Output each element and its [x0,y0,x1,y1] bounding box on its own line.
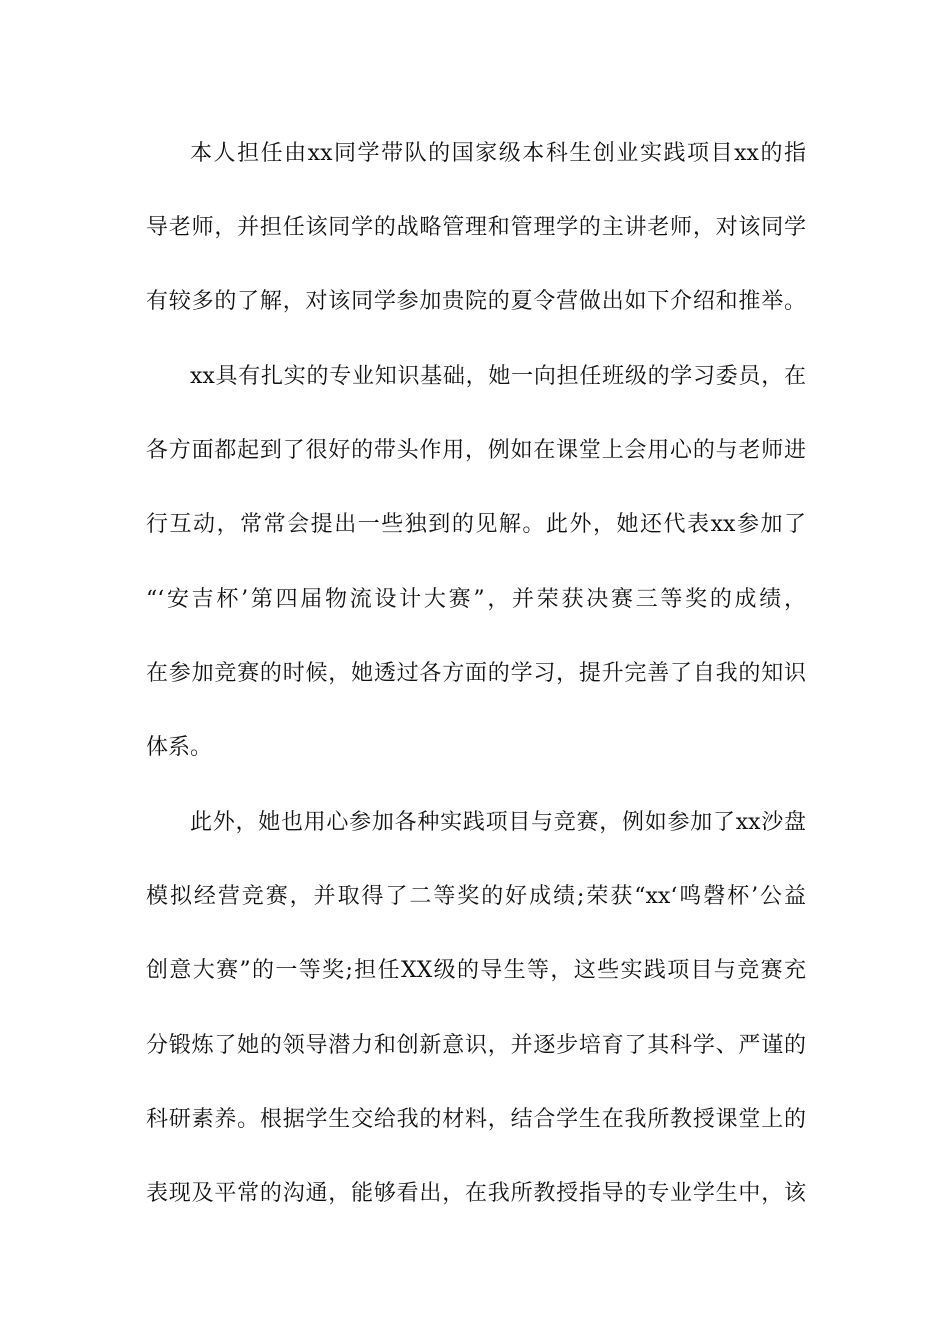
paragraph-3-line-3: 创意大赛”的一等奖;担任XX级的导生等，这些实践项目与竞赛充 [146,958,806,983]
paragraph-3-line-5: 科研素养。根据学生交给我的材料，结合学生在我所教授课堂上的 [146,1107,806,1132]
paragraph-2-line-4: “‘安吉杯’第四届物流设计大赛”，并荣获决赛三等奖的成绩， [146,587,806,612]
paragraph-1-line-2: 导老师，并担任该同学的战略管理和管理学的主讲老师，对该同学 [146,215,806,240]
paragraph-2-line-6: 体系。 [146,735,213,760]
paragraph-3-line-4: 分锻炼了她的领导潜力和创新意识，并逐步培育了其科学、严谨的 [146,1033,806,1058]
paragraph-2-line-2: 各方面都起到了很好的带头作用，例如在课堂上会用心的与老师进 [146,438,806,463]
paragraph-2-line-5: 在参加竞赛的时候，她透过各方面的学习，提升完善了自我的知识 [146,661,806,686]
paragraph-1-line-1: 本人担任由xx同学带队的国家级本科生创业实践项目xx的指 [190,141,806,166]
paragraph-3-line-2: 模拟经营竞赛，并取得了二等奖的好成绩;荣获“xx‘鸣磬杯’公益 [146,884,806,909]
paragraph-3-line-1: 此外，她也用心参加各种实践项目与竞赛，例如参加了xx沙盘 [190,810,806,835]
paragraph-2-line-3: 行互动，常常会提出一些独到的见解。此外，她还代表xx参加了 [146,512,806,537]
paragraph-3-line-6: 表现及平常的沟通，能够看出，在我所教授指导的专业学生中，该 [146,1181,806,1206]
paragraph-1-line-3: 有较多的了解，对该同学参加贵院的夏令营做出如下介绍和推举。 [146,289,806,314]
paragraph-2-line-1: xx具有扎实的专业知识基础，她一向担任班级的学习委员，在 [190,364,806,389]
